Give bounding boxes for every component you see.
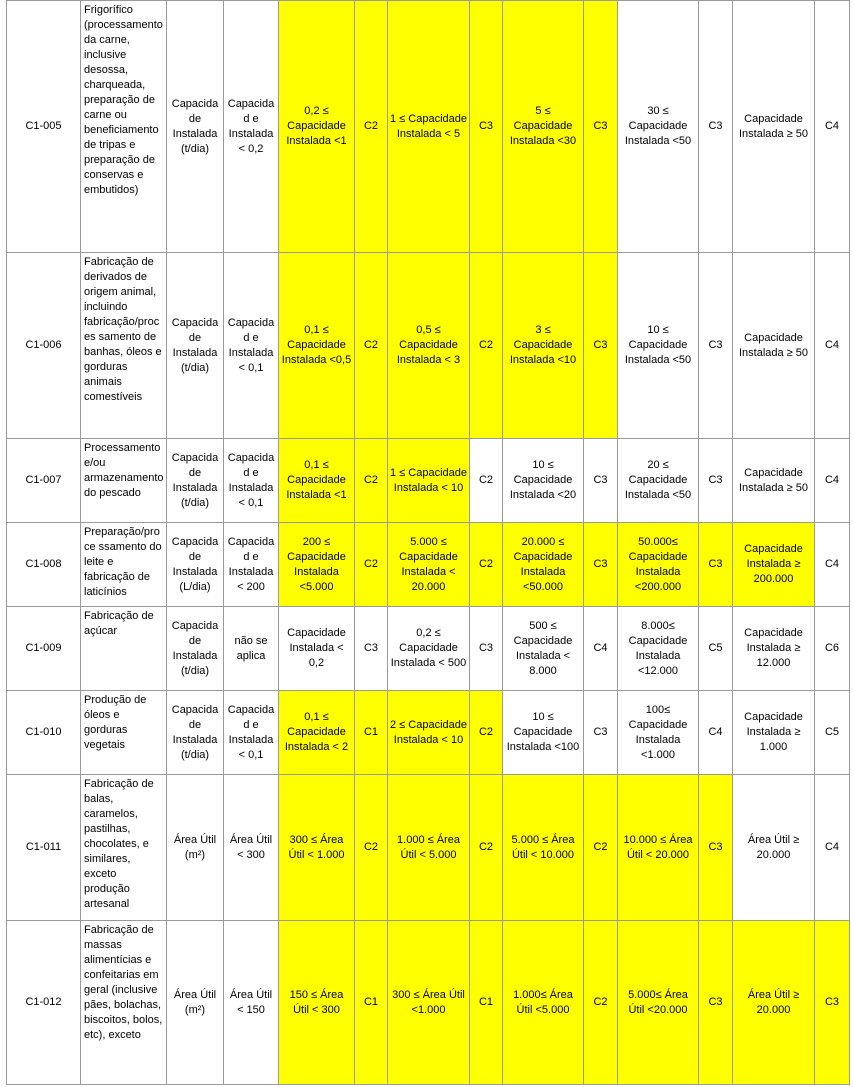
- exempt-range-cell: Área Útil < 300: [224, 775, 279, 921]
- class-cell-1: C1: [355, 921, 388, 1085]
- exempt-range-cell: Capacidad e Instalada < 0,2: [224, 1, 279, 253]
- exempt-range-cell: não se aplica: [224, 607, 279, 691]
- class-cell-1: C2: [355, 523, 388, 607]
- range-cell-1: 150 ≤ Área Útil < 300: [279, 921, 355, 1085]
- range-cell-1: Capacidade Instalada < 0,2: [279, 607, 355, 691]
- table-row: [7, 253, 850, 439]
- range-cell-2: 0,5 ≤ Capacidade Instalada < 3: [388, 253, 470, 439]
- activity-code: C1-010: [7, 691, 81, 775]
- parameter-cell: Capacidade Instalada (t/dia): [167, 691, 224, 775]
- class-cell-2: C2: [470, 775, 503, 921]
- class-cell-3: C2: [584, 775, 618, 921]
- range-cell-1: 200 ≤ Capacidade Instalada <5.000: [279, 523, 355, 607]
- activity-code: C1-006: [7, 253, 81, 439]
- table-row: [7, 921, 850, 1085]
- parameter-cell: Área Útil (m²): [167, 775, 224, 921]
- range-cell-2: 300 ≤ Área Útil <1.000: [388, 921, 470, 1085]
- range-cell-1: 0,2 ≤ Capacidade Instalada <1: [279, 1, 355, 253]
- activity-code: C1-005: [7, 1, 81, 253]
- class-cell-1: C3: [355, 607, 388, 691]
- class-cell-5: C4: [815, 253, 850, 439]
- range-cell-4: 100≤ Capacidade Instalada <1.000: [618, 691, 699, 775]
- class-cell-3: C4: [584, 607, 618, 691]
- class-cell-3: C3: [584, 523, 618, 607]
- range-cell-1: 0,1 ≤ Capacidade Instalada <0,5: [279, 253, 355, 439]
- range-cell-3: 3 ≤ Capacidade Instalada <10: [503, 253, 584, 439]
- activity-description: Processamento e/ou armazenamento do pescado: [81, 439, 167, 523]
- class-cell-1: C2: [355, 253, 388, 439]
- range-cell-4: 30 ≤ Capacidade Instalada <50: [618, 1, 699, 253]
- range-cell-3: 1.000≤ Área Útil <5.000: [503, 921, 584, 1085]
- range-cell-3: 500 ≤ Capacidade Instalada < 8.000: [503, 607, 584, 691]
- class-cell-5: C6: [815, 607, 850, 691]
- class-cell-5: C4: [815, 523, 850, 607]
- class-cell-5: C4: [815, 775, 850, 921]
- range-cell-4: 10.000 ≤ Área Útil < 20.000: [618, 775, 699, 921]
- parameter-cell: Capacidade Instalada (t/dia): [167, 439, 224, 523]
- range-cell-3: 10 ≤ Capacidade Instalada <20: [503, 439, 584, 523]
- activity-code: C1-007: [7, 439, 81, 523]
- range-cell-2: 1.000 ≤ Área Útil < 5.000: [388, 775, 470, 921]
- activity-code: C1-008: [7, 523, 81, 607]
- activity-code: C1-012: [7, 921, 81, 1085]
- range-cell-5: Capacidade Instalada ≥ 50: [733, 1, 815, 253]
- class-cell-3: C2: [584, 921, 618, 1085]
- class-cell-1: C2: [355, 439, 388, 523]
- activity-code: C1-011: [7, 775, 81, 921]
- parameter-cell: Capacidade Instalada (t/dia): [167, 607, 224, 691]
- class-cell-5: C4: [815, 439, 850, 523]
- class-cell-4: C3: [699, 253, 733, 439]
- class-cell-2: C3: [470, 1, 503, 253]
- class-cell-4: C3: [699, 523, 733, 607]
- activity-code: C1-009: [7, 607, 81, 691]
- range-cell-1: 300 ≤ Área Útil < 1.000: [279, 775, 355, 921]
- range-cell-4: 5.000≤ Área Útil <20.000: [618, 921, 699, 1085]
- class-cell-1: C2: [355, 1, 388, 253]
- range-cell-5: Área Útil ≥ 20.000: [733, 921, 815, 1085]
- range-cell-5: Capacidade Instalada ≥ 200.000: [733, 523, 815, 607]
- activity-description: Fabricação de massas alimentícias e confeitarias em geral (inclusive pães, bolachas, biscoitos, bolos, etc), exceto: [81, 921, 167, 1085]
- range-cell-5: Capacidade Instalada ≥ 12.000: [733, 607, 815, 691]
- class-cell-2: C3: [470, 607, 503, 691]
- class-cell-3: C3: [584, 691, 618, 775]
- class-cell-1: C2: [355, 775, 388, 921]
- class-cell-3: C3: [584, 253, 618, 439]
- exempt-range-cell: Capacidad e Instalada < 0,1: [224, 691, 279, 775]
- class-cell-4: C3: [699, 921, 733, 1085]
- class-cell-4: C5: [699, 607, 733, 691]
- activity-description: Fabricação de derivados de origem animal, incluindo fabricação/proces samento de banhas, óleos e gorduras animais comestíveis: [81, 253, 167, 439]
- table-row: [7, 439, 850, 523]
- activity-description: Fabricação de açúcar: [81, 607, 167, 691]
- range-cell-3: 20.000 ≤ Capacidade Instalada <50.000: [503, 523, 584, 607]
- range-cell-3: 5 ≤ Capacidade Instalada <30: [503, 1, 584, 253]
- range-cell-2: 2 ≤ Capacidade Instalada < 10: [388, 691, 470, 775]
- parameter-cell: Área Útil (m²): [167, 921, 224, 1085]
- class-cell-2: C2: [470, 691, 503, 775]
- exempt-range-cell: Capacidad e Instalada < 200: [224, 523, 279, 607]
- range-cell-3: 5.000 ≤ Área Útil < 10.000: [503, 775, 584, 921]
- exempt-range-cell: Área Útil < 150: [224, 921, 279, 1085]
- range-cell-2: 5.000 ≤ Capacidade Instalada < 20.000: [388, 523, 470, 607]
- exempt-range-cell: Capacidad e Instalada < 0,1: [224, 253, 279, 439]
- range-cell-2: 0,2 ≤ Capacidade Instalada < 500: [388, 607, 470, 691]
- class-cell-4: C3: [699, 439, 733, 523]
- range-cell-4: 50.000≤ Capacidade Instalada <200.000: [618, 523, 699, 607]
- class-cell-5: C4: [815, 1, 850, 253]
- table-row: [7, 607, 850, 691]
- activity-classification-table: [6, 0, 850, 1085]
- activity-description: Frigorífico (processamento da carne, inclusive desossa, charqueada, preparação de carne ou beneficiamento de tripas e preparação de conservas e embutidos): [81, 1, 167, 253]
- range-cell-5: Capacidade Instalada ≥ 50: [733, 253, 815, 439]
- class-cell-3: C3: [584, 439, 618, 523]
- parameter-cell: Capacidade Instalada (t/dia): [167, 1, 224, 253]
- range-cell-3: 10 ≤ Capacidade Instalada <100: [503, 691, 584, 775]
- parameter-cell: Capacidade Instalada (t/dia): [167, 253, 224, 439]
- class-cell-2: C2: [470, 523, 503, 607]
- range-cell-5: Capacidade Instalada ≥ 1.000: [733, 691, 815, 775]
- range-cell-2: 1 ≤ Capacidade Instalada < 5: [388, 1, 470, 253]
- class-cell-4: C4: [699, 691, 733, 775]
- parameter-cell: Capacidade Instalada (L/dia): [167, 523, 224, 607]
- class-cell-3: C3: [584, 1, 618, 253]
- range-cell-1: 0,1 ≤ Capacidade Instalada <1: [279, 439, 355, 523]
- exempt-range-cell: Capacidad e Instalada < 0,1: [224, 439, 279, 523]
- range-cell-5: Área Útil ≥ 20.000: [733, 775, 815, 921]
- class-cell-5: C3: [815, 921, 850, 1085]
- class-cell-4: C3: [699, 1, 733, 253]
- range-cell-4: 10 ≤ Capacidade Instalada <50: [618, 253, 699, 439]
- range-cell-1: 0,1 ≤ Capacidade Instalada < 2: [279, 691, 355, 775]
- range-cell-4: 20 ≤ Capacidade Instalada <50: [618, 439, 699, 523]
- range-cell-4: 8.000≤ Capacidade Instalada <12.000: [618, 607, 699, 691]
- table-row: [7, 691, 850, 775]
- range-cell-5: Capacidade Instalada ≥ 50: [733, 439, 815, 523]
- activity-description: Preparação/proce ssamento do leite e fabricação de laticínios: [81, 523, 167, 607]
- class-cell-2: C2: [470, 439, 503, 523]
- class-cell-1: C1: [355, 691, 388, 775]
- activity-description: Fabricação de balas, caramelos, pastilhas, chocolates, e similares, exceto produção artesanal: [81, 775, 167, 921]
- class-cell-4: C3: [699, 775, 733, 921]
- table-row: [7, 775, 850, 921]
- table-row: [7, 1, 850, 253]
- range-cell-2: 1 ≤ Capacidade Instalada < 10: [388, 439, 470, 523]
- class-cell-2: C2: [470, 253, 503, 439]
- activity-description: Produção de óleos e gorduras vegetais: [81, 691, 167, 775]
- class-cell-2: C1: [470, 921, 503, 1085]
- table-row: [7, 523, 850, 607]
- class-cell-5: C5: [815, 691, 850, 775]
